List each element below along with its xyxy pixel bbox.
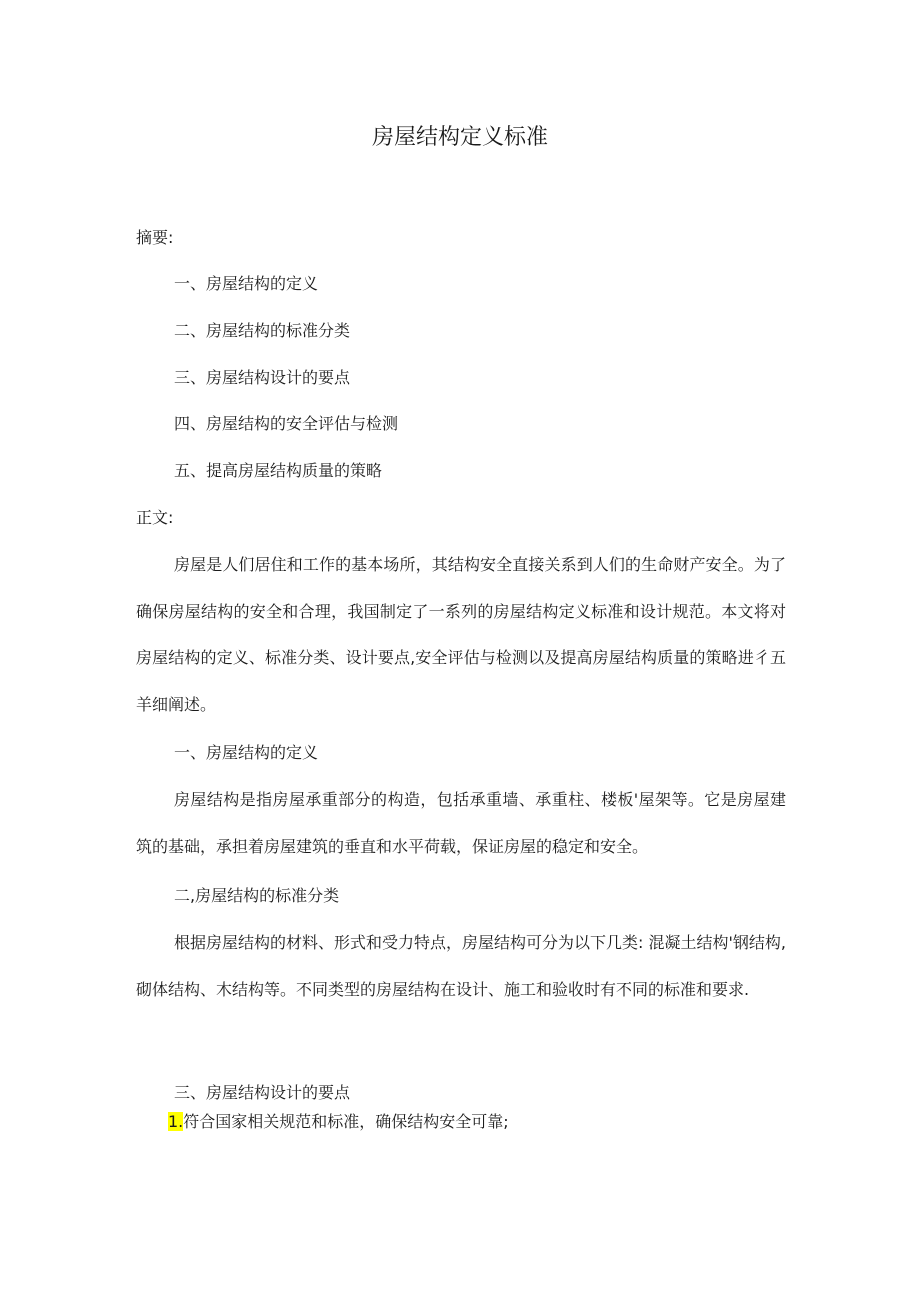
list-item-1-number: 1. [168, 1112, 184, 1131]
abstract-item-4: 四、房屋结构的安全评估与检测 [174, 414, 399, 433]
abstract-item-1: 一、房屋结构的定义 [174, 274, 319, 293]
abstract-label: 摘要: [136, 228, 174, 247]
body-label: 正文: [136, 508, 174, 527]
abstract-item-5: 五、提高房屋结构质量的策略 [174, 461, 383, 480]
section1-paragraph: 房屋结构是指房屋承重部分的构造，包括承重墙、承重柱、楼板'屋架等。它是房屋建筑的基础，承担着房屋建筑的垂直和水平荷载，保证房屋的稳定和安全。 [136, 790, 786, 856]
abstract-item-3: 三、房屋结构设计的要点 [174, 368, 351, 387]
list-item-1-text: 符合国家相关规范和标准，确保结构安全可靠; [183, 1112, 509, 1131]
abstract-item-2: 二、房屋结构的标准分类 [174, 321, 351, 340]
section1-heading: 一、房屋结构的定义 [174, 743, 319, 762]
intro-paragraph: 房屋是人们居住和工作的基本场所，其结构安全直接关系到人们的生命财产安全。为了确保房屋结构的安全和合理，我国制定了一系列的房屋结构定义标准和设计规范。本文将对房屋结构的定义、标准分类、设计要点,安全评估与检测以及提高房屋结构质量的策略进彳五羊细阐述。 [136, 555, 786, 714]
section3-heading: 三、房屋结构设计的要点 [174, 1083, 351, 1102]
list-item-1 [168, 1112, 509, 1132]
section2-paragraph: 根据房屋结构的材料、形式和受力特点，房屋结构可分为以下几类: 混凝土结构'钢结构,砌体结构、木结构等。不同类型的房屋结构在设计、施工和验收时有不同的标准和要求. [136, 933, 786, 999]
section2-heading: 二,房屋结构的标准分类 [174, 886, 340, 905]
document-title: 房屋结构定义标准 [371, 125, 548, 150]
